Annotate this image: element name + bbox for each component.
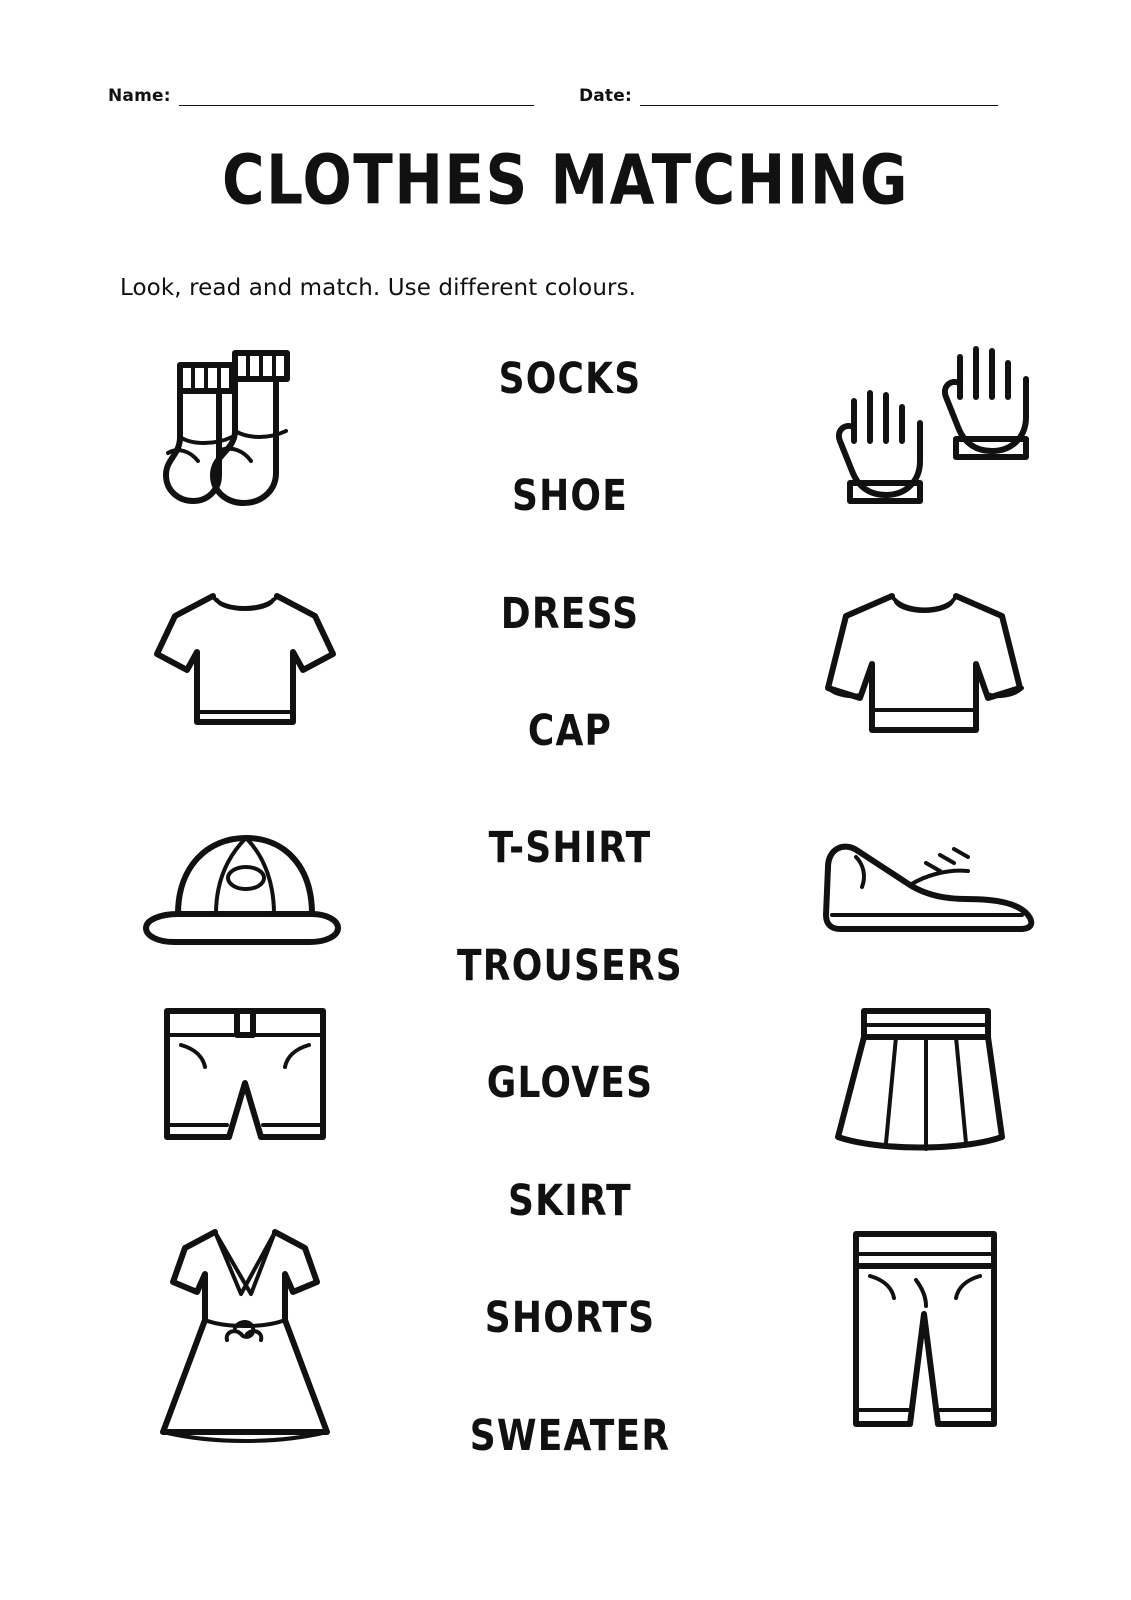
socks-illustration[interactable] xyxy=(80,330,410,530)
word-t-shirt[interactable]: T-SHIRT xyxy=(488,824,652,873)
skirt-illustration[interactable] xyxy=(760,985,1090,1185)
name-label: Name: xyxy=(108,86,171,106)
date-input-line[interactable] xyxy=(640,91,998,106)
date-field[interactable] xyxy=(579,86,998,106)
tshirt-illustration[interactable] xyxy=(80,568,410,768)
shorts-illustration[interactable] xyxy=(80,985,410,1185)
shoe-illustration[interactable] xyxy=(760,802,1090,972)
name-input-line[interactable] xyxy=(179,91,534,106)
word-skirt[interactable]: SKIRT xyxy=(508,1177,632,1226)
matching-activity xyxy=(0,330,1131,1530)
right-picture-column xyxy=(760,330,1090,1530)
student-info-row xyxy=(108,86,998,106)
trousers-illustration[interactable] xyxy=(760,1220,1090,1450)
word-dress[interactable]: DRESS xyxy=(500,590,640,639)
left-picture-column xyxy=(80,330,410,1530)
word-trousers[interactable]: TROUSERS xyxy=(457,942,683,991)
dress-illustration[interactable] xyxy=(80,1220,410,1450)
cap-illustration[interactable] xyxy=(80,802,410,982)
instructions-text: Look, read and match. Use different colours. xyxy=(120,275,637,301)
word-sweater[interactable]: SWEATER xyxy=(469,1412,671,1461)
word-socks[interactable]: SOCKS xyxy=(498,355,642,404)
gloves-illustration[interactable] xyxy=(760,330,1090,530)
word-shorts[interactable]: SHORTS xyxy=(484,1294,656,1343)
name-field[interactable] xyxy=(108,86,534,106)
word-cap[interactable]: CAP xyxy=(527,707,613,756)
word-gloves[interactable]: GLOVES xyxy=(486,1059,654,1108)
word-shoe[interactable]: SHOE xyxy=(511,472,629,521)
page-title: CLOTHES MATCHING xyxy=(222,140,909,221)
sweater-illustration[interactable] xyxy=(760,568,1090,768)
word-list-column xyxy=(410,330,730,1530)
date-label: Date: xyxy=(578,86,632,106)
